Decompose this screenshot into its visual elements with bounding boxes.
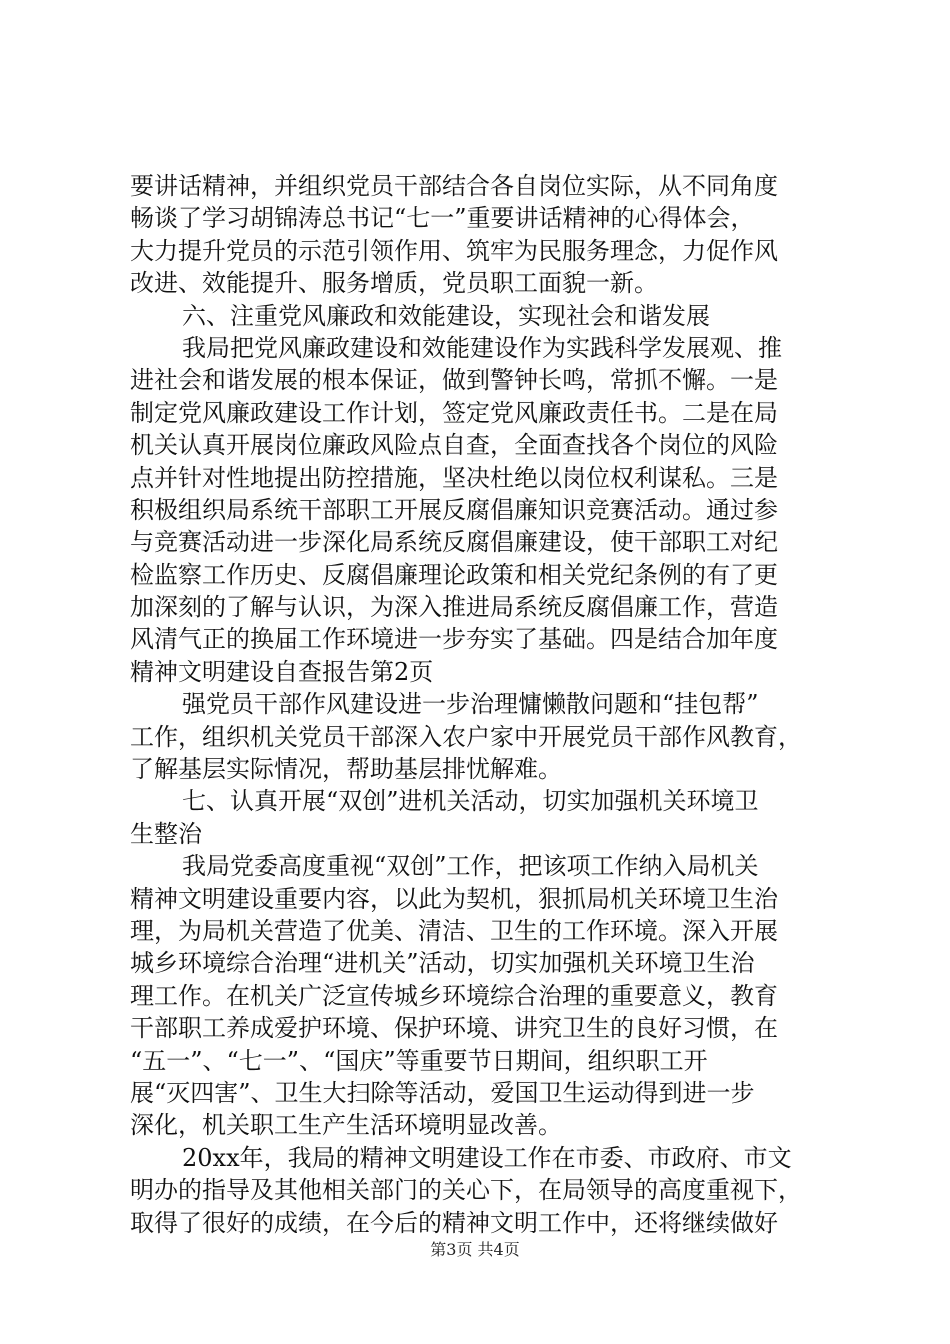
text-line: 要讲话精神，并组织党员干部结合各自岗位实际，从不同角度 xyxy=(130,172,778,200)
text-line: 干部职工养成爱护环境、保护环境、讲究卫生的良好习惯，在 xyxy=(130,1014,778,1043)
section-heading: 七、认真开展“双创”进机关活动，切实加强机关环境卫 xyxy=(182,787,759,816)
text-line: “五一”、“七一”、“国庆”等重要节日期间，组织职工开 xyxy=(130,1046,708,1075)
text-line: 我局把党风廉政建设和效能建设作为实践科学发展观、推 xyxy=(182,333,782,362)
text-line: 取得了很好的成绩，在今后的精神文明工作中，还将继续做好 xyxy=(130,1208,778,1237)
text-line: 检监察工作历史、反腐倡廉理论政策和相关党纪条例的有了更 xyxy=(130,560,778,589)
text-line: 大力提升党员的示范引领作用、筑牢为民服务理念，力促作风 xyxy=(130,236,778,265)
page-number-footer: 第3页 共4页 xyxy=(430,1240,520,1259)
text-line: 工作，组织机关党员干部深入农户家中开展党员干部作风教育， xyxy=(130,722,802,751)
text-line: 了解基层实际情况，帮助基层排忧解难。 xyxy=(130,755,562,784)
text-line: 积极组织局系统干部职工开展反腐倡廉知识竞赛活动。通过参 xyxy=(130,495,778,524)
text-line: 制定党风廉政建设工作计划，签定党风廉政责任书。二是在局 xyxy=(130,398,778,427)
text-line: 深化，机关职工生产生活环境明显改善。 xyxy=(130,1111,562,1140)
document-body xyxy=(130,170,830,1239)
text-line: 强党员干部作风建设进一步治理慵懒散问题和“挂包帮” xyxy=(182,690,759,719)
text-line: 明办的指导及其他相关部门的关心下，在局领导的高度重视下， xyxy=(130,1176,802,1205)
text-line: 我局党委高度重视“双创”工作，把该项工作纳入局机关 xyxy=(182,852,759,881)
text-line: 城乡环境综合治理“进机关”活动，切实加强机关环境卫生治 xyxy=(130,949,755,978)
text-line: 加深刻的了解与认识，为深入推进局系统反腐倡廉工作，营造 xyxy=(130,593,778,622)
text-line: 精神文明建设自查报告第2页 xyxy=(130,657,434,686)
text-line: 理工作。在机关广泛宣传城乡环境综合治理的重要意义，教育 xyxy=(130,981,778,1010)
text-line: 与竞赛活动进一步深化局系统反腐倡廉建设，使干部职工对纪 xyxy=(130,528,778,557)
text-line: 展“灭四害”、卫生大扫除等活动，爱国卫生运动得到进一步 xyxy=(130,1078,755,1107)
text-line: 理，为局机关营造了优美、清洁、卫生的工作环境。深入开展 xyxy=(130,916,778,945)
text-line: 20xx年，我局的精神文明建设工作在市委、市政府、市文 xyxy=(182,1143,792,1172)
text-line: 机关认真开展岗位廉政风险点自查，全面查找各个岗位的风险 xyxy=(130,431,778,460)
text-line: 精神文明建设重要内容，以此为契机，狠抓局机关环境卫生治 xyxy=(130,884,778,913)
text-line: 风清气正的换届工作环境进一步夯实了基础。四是结合加年度 xyxy=(130,625,778,654)
text-line: 点并针对性地提出防控措施，坚决杜绝以岗位权利谋私。三是 xyxy=(130,463,778,492)
section-heading: 生整治 xyxy=(130,819,202,848)
section-heading: 六、注重党风廉政和效能建设，实现社会和谐发展 xyxy=(182,301,710,330)
text-line: 改进、效能提升、服务增质，党员职工面貌一新。 xyxy=(130,269,658,298)
text-line: 进社会和谐发展的根本保证，做到警钟长鸣，常抓不懈。一是 xyxy=(130,366,778,395)
text-line: 畅谈了学习胡锦涛总书记“七一”重要讲话精神的心得体会， xyxy=(130,204,755,233)
